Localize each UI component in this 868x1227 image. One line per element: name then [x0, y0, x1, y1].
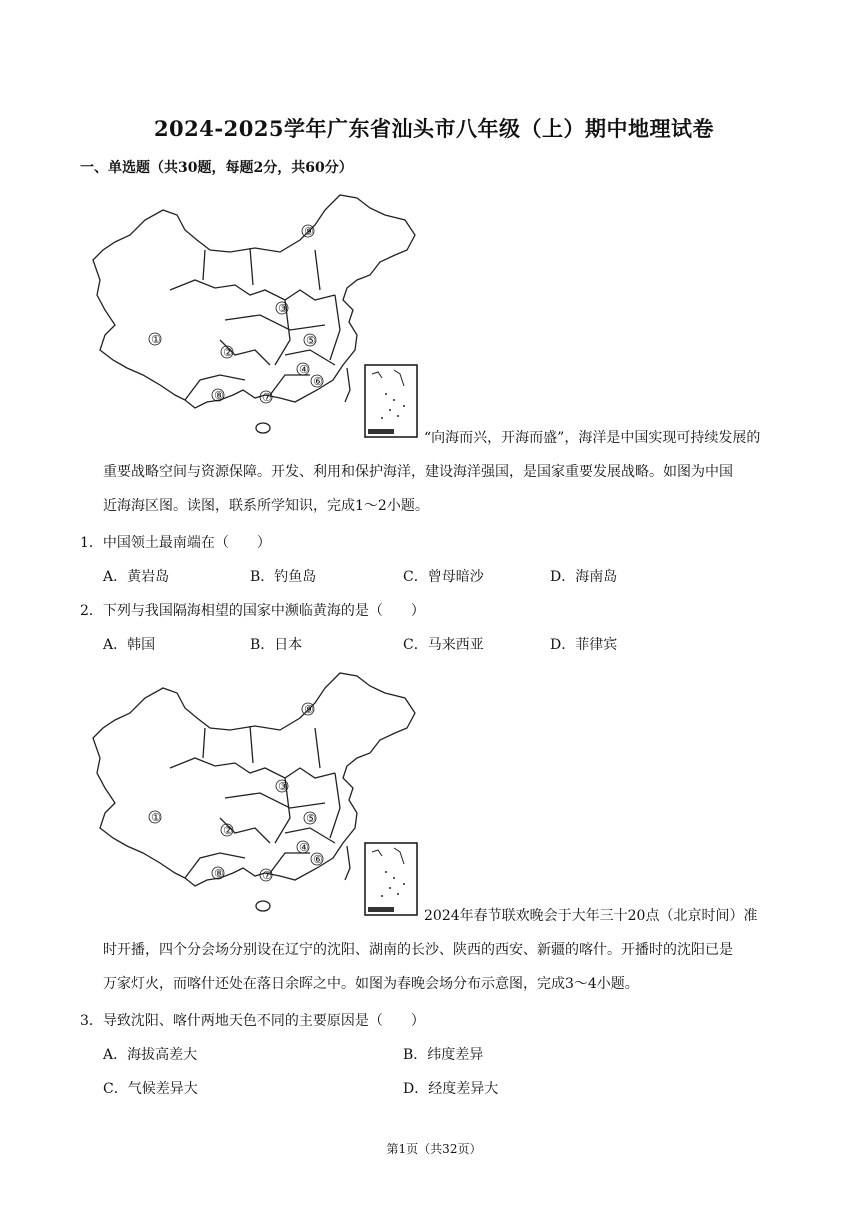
question-2-option-c: C．马来西亚 — [403, 637, 484, 653]
block2-intro-first-line: 2024年春节联欢晚会于大年三十20点（北京时间）准 — [424, 908, 758, 924]
question-3-option-a: A．海拔高差大 — [103, 1047, 198, 1063]
question-3-option-c: C．气候差异大 — [103, 1081, 198, 1097]
map-label: ④ — [299, 841, 309, 854]
question-3-option-b: B．纬度差异 — [403, 1047, 484, 1063]
question-2-option-a: A．韩国 — [103, 637, 156, 653]
map-label: ⑦ — [262, 869, 272, 882]
map-label: ⑥ — [313, 853, 323, 866]
question-3-option-d: D．经度差异大 — [403, 1081, 499, 1097]
map-label: ② — [223, 824, 233, 837]
question-2-option-b: B．日本 — [250, 637, 303, 653]
question-1-option-b: B．钓鱼岛 — [250, 569, 317, 585]
map-label: ⑤ — [306, 812, 316, 825]
question-3-stem: 3．导致沈阳、喀什两地天色不同的主要原因是（ ） — [80, 1013, 425, 1029]
map-label: ⑧ — [214, 867, 224, 880]
question-2-stem: 2．下列与我国隔海相望的国家中濒临黄海的是（ ） — [80, 603, 425, 619]
block2-intro-line: 万家灯火，而喀什还处在落日余晖之中。如图为春晚会场分布示意图，完成3～4小题。 — [103, 976, 639, 992]
map-label: ② — [223, 346, 233, 359]
block1-intro-line: 重要战略空间与资源保障。开发、利用和保护海洋，建设海洋强国，是国家重要发展战略。如图为中国 — [103, 464, 733, 480]
question-1-option-c: C．曾母暗沙 — [403, 569, 484, 585]
question-2-option-d: D．菲律宾 — [550, 637, 618, 653]
page-footer: 第1页（共32页） — [386, 1142, 482, 1156]
page-title: 2024-2025学年广东省汕头市八年级（上）期中地理试卷 — [153, 116, 715, 141]
map-label: ③ — [278, 780, 288, 793]
south-china-sea-inset-1 — [364, 364, 418, 438]
map-label: ⑦ — [262, 391, 272, 404]
south-china-sea-inset-2 — [364, 842, 418, 916]
map-label: ⑥ — [313, 375, 323, 388]
question-1-option-a: A．黄岩岛 — [103, 569, 170, 585]
question-1-option-d: D．海南岛 — [550, 569, 618, 585]
block1-intro-first-line: “向海而兴，开海而盛”，海洋是中国实现可持续发展的 — [424, 430, 761, 446]
map-label: ⑧ — [214, 389, 224, 402]
map-label: ⑨ — [304, 703, 314, 716]
map-label: ① — [151, 333, 161, 346]
map-label: ③ — [278, 302, 288, 315]
block2-intro-line: 时开播，四个分会场分别设在辽宁的沈阳、湖南的长沙、陕西的西安、新疆的喀什。开播时的沈阳已是 — [103, 942, 733, 958]
question-1-stem: 1．中国领土最南端在（ ） — [80, 535, 271, 551]
block1-intro-line: 近海海区图。读图，联系所学知识，完成1～2小题。 — [103, 498, 429, 514]
section-heading: 一、单选题（共30题，每题2分，共60分） — [80, 160, 353, 176]
map-label: ① — [151, 811, 161, 824]
map-label: ⑨ — [304, 225, 314, 238]
map-label: ④ — [299, 363, 309, 376]
map-label: ⑤ — [306, 334, 316, 347]
